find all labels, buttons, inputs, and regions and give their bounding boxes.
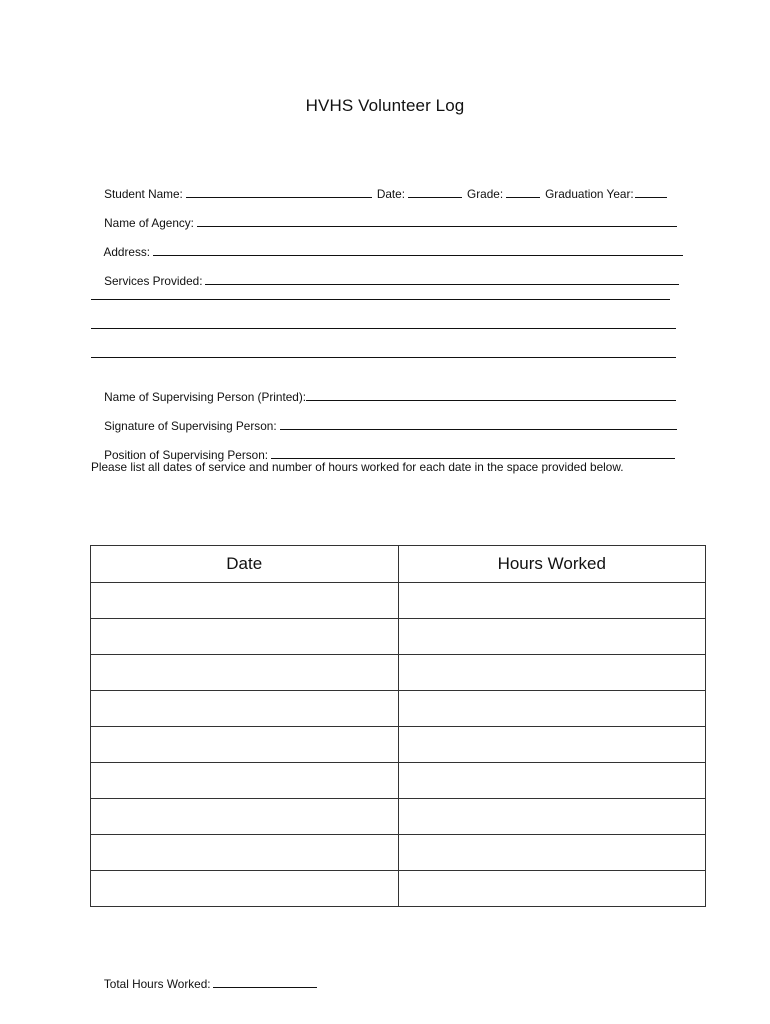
date-label: Date: <box>376 187 406 201</box>
hours-cell[interactable] <box>398 871 706 907</box>
student-name-field[interactable] <box>186 185 372 198</box>
address-field[interactable] <box>153 243 683 256</box>
table-row <box>91 835 706 871</box>
table-row <box>91 763 706 799</box>
supervisor-signature-label: Signature of Supervising Person: <box>104 419 277 433</box>
date-cell[interactable] <box>91 835 399 871</box>
date-cell[interactable] <box>91 763 399 799</box>
grade-field[interactable] <box>506 185 540 198</box>
date-cell[interactable] <box>91 619 399 655</box>
date-cell[interactable] <box>91 655 399 691</box>
hours-cell[interactable] <box>398 799 706 835</box>
date-cell[interactable] <box>91 871 399 907</box>
hours-cell[interactable] <box>398 583 706 619</box>
graduation-year-field[interactable] <box>635 185 667 198</box>
document-title: HVHS Volunteer Log <box>305 96 465 115</box>
supervisor-position-label: Position of Supervising Person: <box>104 448 269 462</box>
agency-field[interactable] <box>197 214 677 227</box>
supervisor-position-field[interactable] <box>271 446 675 459</box>
supervisor-name-field[interactable] <box>306 388 676 401</box>
date-cell[interactable] <box>91 583 399 619</box>
services-continuation-line-1[interactable] <box>91 299 670 300</box>
hours-cell[interactable] <box>398 691 706 727</box>
hours-cell[interactable] <box>398 727 706 763</box>
hours-column-header: Hours Worked <box>398 546 706 583</box>
total-hours-label: Total Hours Worked: <box>103 977 211 991</box>
table-row <box>91 727 706 763</box>
services-field[interactable] <box>205 272 679 285</box>
services-label: Services Provided: <box>104 274 203 288</box>
date-column-header: Date <box>91 546 399 583</box>
total-hours-field[interactable] <box>213 975 317 988</box>
table-row <box>91 871 706 907</box>
services-continuation-line-2[interactable] <box>91 328 676 329</box>
date-cell[interactable] <box>91 727 399 763</box>
instructions-text: Please list all dates of service and number of hours worked for each date in the space provided below. <box>91 460 624 474</box>
grade-label: Grade: <box>467 187 504 201</box>
date-cell[interactable] <box>91 691 399 727</box>
agency-label: Name of Agency: <box>104 216 194 230</box>
total-hours-line <box>91 961 322 1005</box>
hours-cell[interactable] <box>398 619 706 655</box>
hours-cell[interactable] <box>398 763 706 799</box>
hours-cell[interactable] <box>398 835 706 871</box>
table-row <box>91 691 706 727</box>
hours-cell[interactable] <box>398 655 706 691</box>
services-continuation-line-3[interactable] <box>91 357 676 358</box>
table-row <box>91 619 706 655</box>
table-row <box>91 583 706 619</box>
graduation-year-label: Graduation Year: <box>545 187 634 201</box>
date-cell[interactable] <box>91 799 399 835</box>
table-row <box>91 655 706 691</box>
student-name-label: Student Name: <box>104 187 183 201</box>
service-log-table <box>90 545 706 907</box>
table-header-row <box>91 546 706 583</box>
address-label: Address: <box>103 245 151 259</box>
table-row <box>91 799 706 835</box>
date-field[interactable] <box>408 185 462 198</box>
services-line <box>91 256 684 305</box>
supervisor-signature-field[interactable] <box>280 417 677 430</box>
supervisor-name-label: Name of Supervising Person (Printed): <box>104 390 307 404</box>
